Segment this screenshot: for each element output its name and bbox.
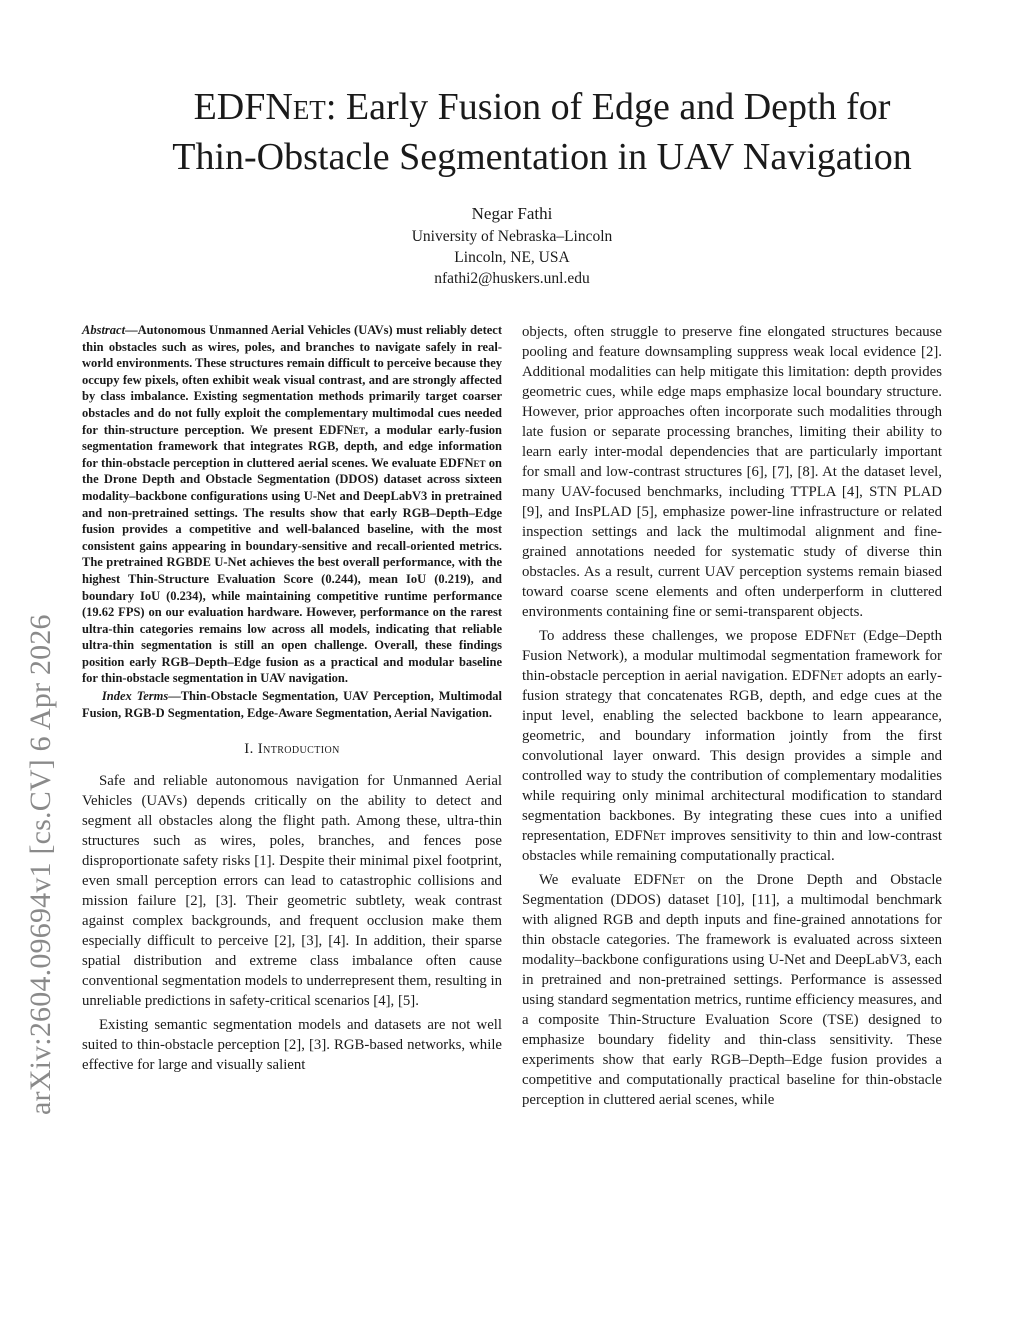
right-paragraph-3: [522, 870, 942, 1110]
author-location: Lincoln, NE, USA: [454, 249, 570, 266]
intro-paragraph-2: Existing semantic segmentation models and datasets are not well suited to thin-obstacle perception [2], [3]. RGB-based networks, while effective for large and visually salient: [82, 1017, 502, 1074]
arxiv-identifier-stamp: arXiv:2604.09694v1 [cs.CV] 6 Apr 2026: [24, 614, 57, 1115]
rp2-edfnet-sc-2: et: [830, 668, 843, 684]
abstract: [82, 322, 502, 687]
index-terms: [82, 688, 502, 721]
title-line-1-rest: : Early Fusion of Edge and Depth for: [325, 86, 891, 128]
rp2-edfnet-sc-3: et: [653, 828, 666, 844]
title-edfnet-prefix: EDFN: [193, 86, 293, 128]
rp2-edfnet-sc-1: et: [843, 628, 856, 644]
right-paragraph-1: objects, often struggle to preserve fine elongated structures because pooling and feature downsampling suppress weak local evidence [2]. Additional modalities can help mitigate this limitation: depth provides geometric cues, while edge maps emphasize local boundary structure. However, prior approaches often incorporate such modalities through late fusion or separate processing branches, limiting their ability to learn early inter-modal dependencies that are particularly important for small and low-contrast structures [6], [7], [8]. At the dataset level, many UAV-focused benchmarks, including TTPLA [4], STN PLAD [9], and InsPLAD [5], emphasize power-line infrastructure or related inspection settings and lack the multimodal alignment and fine-grained annotations needed for systematic study of diverse thin obstacles. As a result, current UAV perception systems remain biased toward coarse scene elements and often underperform in cluttered environments containing fine or semi-transparent objects.: [522, 324, 942, 620]
abstract-text-part-1: Autonomous Unmanned Aerial Vehicles (UAVs) must reliably detect thin obstacles such as wires, poles, and branches to navigate safely in real-world environments. These structures remain difficult to perceive because they occupy few pixels, often exhibit weak visual contrast, and are strongly affected by class imbalance. Existing segmentation methods primarily target coarser obstacles and do not fully exploit the complementary multimodal cues needed for thin-structure perception. We present EDFN: [82, 323, 502, 437]
abstract-text-part-3: on the Drone Depth and Obstacle Segmentation (DDOS) dataset across sixteen modality–backbone configurations using U-Net and DeepLabV3 in pretrained and non-pretrained settings. The results show that early RGB–Depth–Edge fusion provides a competitive and well-balanced baseline, with the most consistent gains appearing in boundary-sensitive and recall-oriented metrics. The pretrained RGBDE U-Net achieves the best overall performance, with the highest Thin-Structure Evaluation Score (0.244), mean IoU (0.219), and boundary IoU (0.234), while maintaining competitive runtime performance (19.62 FPS) on our evaluation hardware. However, performance on the rarest ultra-thin categories remains low across all models, indicating that reliable ultra-thin segmentation is still an open challenge. Overall, these findings position early RGB–Depth–Edge fusion as a practical and modular baseline for thin-obstacle segmentation in UAV navigation.: [82, 455, 503, 686]
rp3-edfnet-sc: et: [672, 872, 685, 888]
intro-paragraph-1: Safe and reliable autonomous navigation for Unmanned Aerial Vehicles (UAVs) depends critically on the ability to detect and segment all obstacles along the flight path. Among these, ultra-thin structures such as wires, poles, branches, and fences pose disproportionate safety risks [1]. Despite their minimal pixel footprint, even small perception errors can lead to catastrophic collisions and mission failure [2], [3]. Their geometric subtlety, weak contrast against complex backgrounds, and frequent occlusion make them especially difficult to perceive [2], [3], [4]. In addition, their sparse spatial distribution and extreme class imbalance often cause conventional segmentation models to underrepresent them, resulting in unreliable predictions in safety-critical scenarios [4], [5].: [82, 773, 502, 1010]
section-heading-introduction: [82, 739, 502, 759]
section-numeral: I.: [244, 741, 258, 758]
rp2-part-c: adopts an early-fusion strategy that concatenates RGB, depth, and edge cues at the input level, enabling the selected backbone to learn appearance, geometric, and boundary information jointly from the first convolutional layer onward. This design provides a simple and controlled way to study the contribution of complementary modalities while requiring only minimal architectural modification to standard segmentation backbones. By integrating these cues into a unified representation, EDFN: [522, 668, 942, 844]
title-edfnet-smallcaps: et: [292, 86, 326, 128]
author-name: Negar Fathi: [471, 204, 553, 223]
rp2-part-d: improves sensitivity to thin and low-contrast obstacles while remaining computationally practical.: [522, 828, 942, 864]
abstract-dash: —: [125, 323, 138, 337]
abstract-edfnet-smallcaps-2: et: [473, 455, 486, 470]
right-paragraph-2: [522, 626, 942, 866]
right-column: [522, 322, 942, 1110]
index-terms-label: Index Terms: [101, 689, 169, 704]
paper-title: [60, 82, 1024, 182]
author-affiliation: University of Nebraska–Lincoln: [411, 228, 613, 245]
rp3-part-b: on the Drone Depth and Obstacle Segmentation (DDOS) dataset [10], [11], a multimodal benchmark with aligned RGB and depth inputs and fine-grained annotations for thin obstacle categories. The framework is evaluated across sixteen modality–backbone configurations using U-Net and DeepLabV3, each in pretrained and non-pretrained settings. Performance is assessed using standard segmentation metrics, runtime efficiency measures, and a composite Thin-Structure Evaluation Score (TSE) designed to emphasize boundary fidelity and thin-class sensitivity. These experiments show that early RGB–Depth–Edge fusion provides a competitive and computationally practical baseline for thin-obstacle perception in cluttered aerial scenes, while: [522, 872, 942, 1108]
rp2-part-a: To address these challenges, we propose EDFN: [539, 628, 844, 644]
abstract-label: Abstract: [82, 323, 126, 337]
section-heading-smallcaps: ntroduction: [263, 741, 340, 758]
title-line-2: Thin-Obstacle Segmentation in UAV Navigation: [172, 136, 912, 178]
rp2-part-b: (Edge–Depth Fusion Network), a modular multimodal segmentation framework for thin-obstacle perception in aerial navigation. EDFN: [522, 628, 942, 684]
left-column: [82, 322, 502, 1075]
index-terms-text: —Thin-Obstacle Segmentation, UAV Perception, Multimodal Fusion, RGB-D Segmentation, Edge-Aware Segmentation, Aerial Navigation.: [82, 689, 502, 720]
rp3-part-a: We evaluate EDFN: [539, 872, 673, 888]
author-email[interactable]: nfathi2@huskers.unl.edu: [434, 270, 590, 287]
author-block: [0, 202, 1024, 289]
abstract-edfnet-smallcaps-1: et: [353, 422, 366, 437]
title-line-1: [194, 86, 891, 128]
abstract-text-part-2: , a modular early-fusion segmentation framework that integrates RGB, depth, and edge information for thin-obstacle perception in cluttered aerial scenes. We evaluate EDFN: [82, 422, 503, 470]
section-heading-initial: I: [257, 741, 264, 758]
